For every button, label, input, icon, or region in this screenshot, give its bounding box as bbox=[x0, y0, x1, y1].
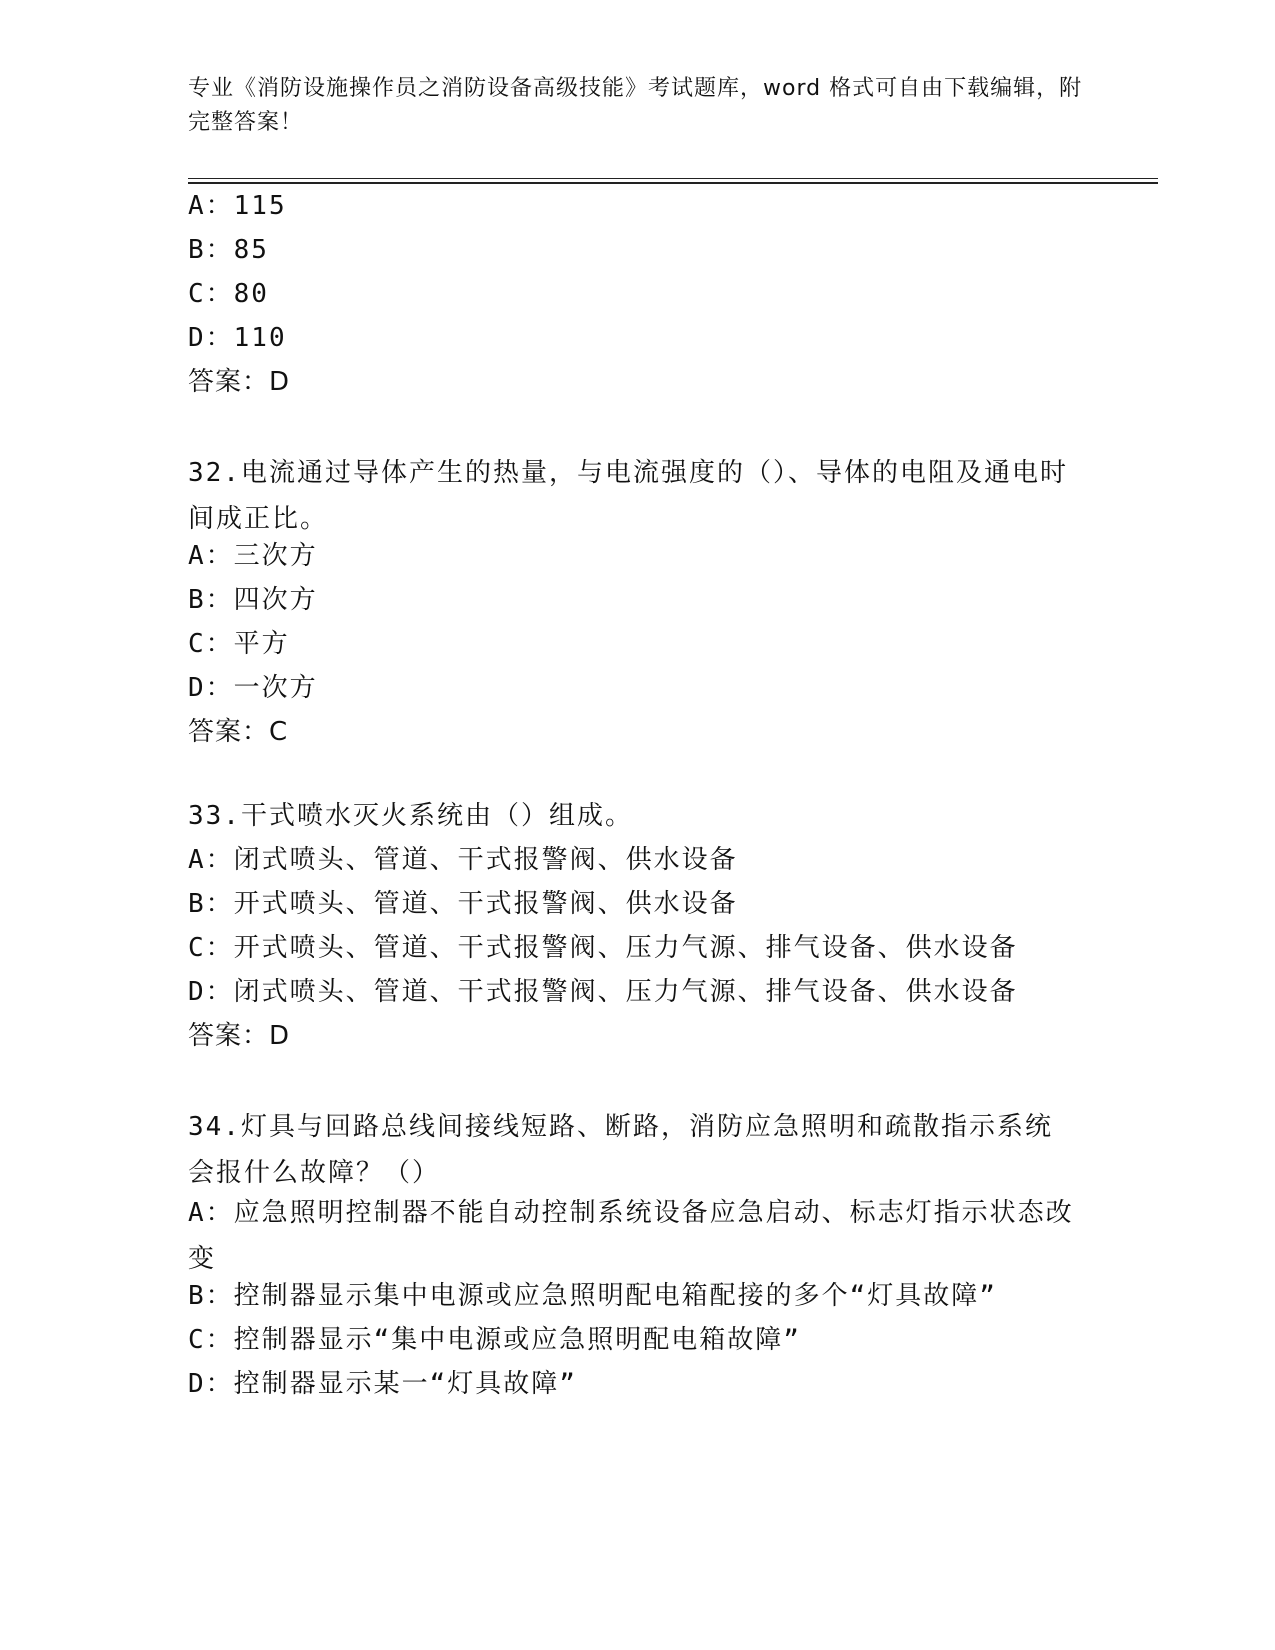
q32-option-c: C：平方 bbox=[188, 629, 290, 659]
q32-question: 32.电流通过导体产生的热量，与电流强度的（）、导体的电阻及通电时间成正比。 bbox=[188, 458, 1068, 534]
q34-option-c: C：控制器显示“集中电源或应急照明配电箱故障” bbox=[188, 1325, 801, 1355]
q31-option-d: D：110 bbox=[188, 323, 287, 353]
q33-option-b: B：开式喷头、管道、干式报警阀、供水设备 bbox=[188, 889, 738, 919]
q34-option-d: D：控制器显示某一“灯具故障” bbox=[188, 1369, 577, 1399]
q31-option-b: B：85 bbox=[188, 235, 269, 265]
q32-answer: 答案：C bbox=[188, 717, 289, 747]
q33-question: 33.干式喷水灭火系统由（）组成。 bbox=[188, 801, 633, 831]
q33-answer: 答案：D bbox=[188, 1021, 291, 1051]
q32-option-b: B：四次方 bbox=[188, 585, 318, 615]
q34-option-b: B：控制器显示集中电源或应急照明配电箱配接的多个“灯具故障” bbox=[188, 1281, 997, 1311]
header-rule-thin bbox=[188, 178, 1158, 179]
document-header: 专业《消防设施操作员之消防设备高级技能》考试题库，word 格式可自由下载编辑，附完整答案！ bbox=[188, 76, 1083, 135]
q34-question: 34.灯具与回路总线间接线短路、断路，消防应急照明和疏散指示系统会报什么故障？（） bbox=[188, 1112, 1053, 1188]
q31-option-a: A：115 bbox=[188, 191, 287, 221]
q32-option-d: D：一次方 bbox=[188, 673, 318, 703]
q33-option-c: C：开式喷头、管道、干式报警阀、压力气源、排气设备、供水设备 bbox=[188, 933, 1018, 963]
q33-option-d: D：闭式喷头、管道、干式报警阀、压力气源、排气设备、供水设备 bbox=[188, 977, 1018, 1007]
q31-answer: 答案：D bbox=[188, 367, 291, 397]
q31-option-c: C：80 bbox=[188, 279, 269, 309]
q32-option-a: A：三次方 bbox=[188, 541, 318, 571]
q34-option-a: A：应急照明控制器不能自动控制系统设备应急启动、标志灯指示状态改变 bbox=[188, 1198, 1074, 1274]
q33-option-a: A：闭式喷头、管道、干式报警阀、供水设备 bbox=[188, 845, 738, 875]
header-rule-thick bbox=[188, 182, 1158, 184]
